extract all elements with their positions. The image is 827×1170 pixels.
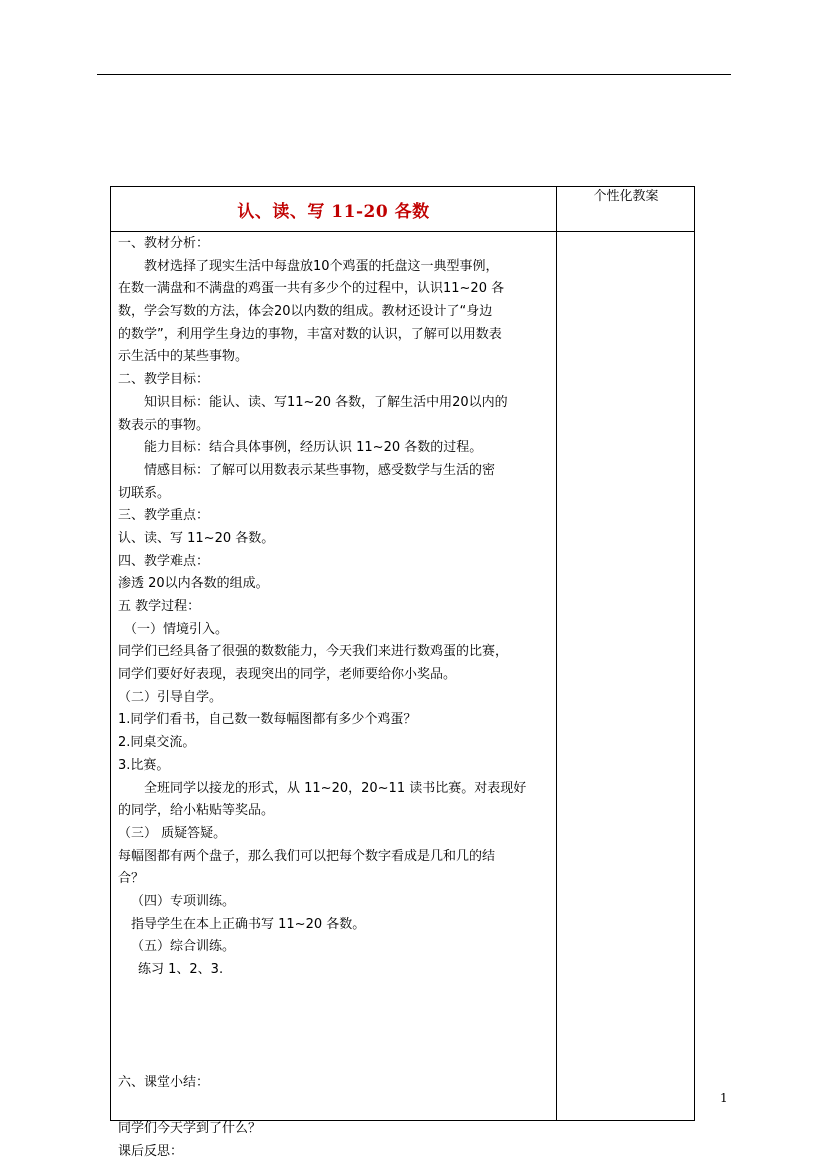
content-line: 示生活中的某些事物。	[118, 349, 249, 365]
content-line: 指导学生在本上正确书写 11~20 各数。	[131, 916, 366, 932]
content-line: 一、教材分析：	[118, 236, 210, 251]
content-line: 课后反思：	[118, 1143, 184, 1159]
content-line: 在数一满盘和不满盘的鸡蛋一共有多少个的过程中，认识11~20 各	[118, 281, 505, 297]
content-line: 的同学，给小粘贴等奖品。	[118, 803, 275, 819]
content-line: 同学们要好好表现，表现突出的同学，老师要给你小奖品。	[118, 667, 457, 683]
blank-line	[118, 1004, 550, 1027]
content-line: 全班同学以接龙的形式，从 11~20，20~11 读书比赛。对表现好	[144, 780, 527, 796]
content-line: （三） 质疑答疑。	[118, 825, 227, 841]
column-divider	[556, 187, 557, 1120]
content-line: 3.比赛。	[118, 757, 170, 773]
content-line: （五）综合训练。	[131, 939, 236, 955]
blank-line	[118, 1050, 550, 1073]
content-line: 能力目标：结合具体事例，经历认识 11~20 各数的过程。	[144, 440, 483, 456]
blank-line	[118, 982, 550, 1005]
blank-line	[118, 1095, 550, 1118]
content-line: 练习 1、2、3.	[138, 962, 224, 977]
content-line: 数表示的事物。	[118, 417, 210, 433]
content-line: 情感目标：了解可以用数表示某些事物，感受数学与生活的密	[144, 462, 496, 478]
content-line: 的数学”，利用学生身边的事物，丰富对数的认识，了解可以用数表	[118, 326, 502, 342]
content-line: 切联系。	[118, 485, 171, 501]
content-line: 数，学会写数的方法，体会20以内数的组成。教材还设计了“身边	[118, 304, 493, 320]
page-number: 1	[720, 1091, 728, 1105]
title-cell	[111, 187, 556, 231]
content-line: 渗透 20以内各数的组成。	[118, 576, 269, 592]
blank-line	[118, 1027, 550, 1050]
content-line: 四、教学难点：	[118, 553, 210, 569]
content-line: 每幅图都有两个盘子，那么我们可以把每个数字看成是几和几的结	[118, 848, 496, 864]
content-line: （一）情境引入。	[124, 621, 229, 637]
header-rule	[97, 74, 731, 75]
content-line: 合？	[118, 871, 145, 887]
content-line: 二、教学目标：	[118, 372, 210, 388]
content-line: 同学们今天学到了什么？	[118, 1120, 262, 1136]
personalized-plan-header: 个性化教案	[593, 189, 659, 204]
row-divider	[111, 231, 694, 232]
lesson-plan-table	[110, 186, 695, 1159]
content-line: 1.同学们看书，自己数一数每幅图都有多少个鸡蛋？	[118, 712, 417, 728]
content-line: 同学们已经具备了很强的数数能力，今天我们来进行数鸡蛋的比赛，	[118, 644, 509, 660]
lesson-content	[118, 233, 550, 1163]
content-line: 六、课堂小结：	[118, 1075, 210, 1091]
lesson-title: 认、读、写 11-20 各数	[237, 201, 430, 222]
content-line: （二）引导自学。	[118, 689, 223, 705]
content-line: 五 教学过程：	[118, 599, 201, 614]
content-line: 认、读、写 11~20 各数。	[118, 530, 275, 546]
content-line: 教材选择了现实生活中每盘放10个鸡蛋的托盘这一典型事例，	[144, 258, 499, 274]
content-line: 知识目标：能认、读、写11~20 各数，了解生活中用20以内的	[144, 394, 508, 410]
content-line: 三、教学重点：	[118, 508, 210, 524]
content-line: （四）专项训练。	[131, 893, 236, 909]
content-line: 2.同桌交流。	[118, 735, 196, 751]
